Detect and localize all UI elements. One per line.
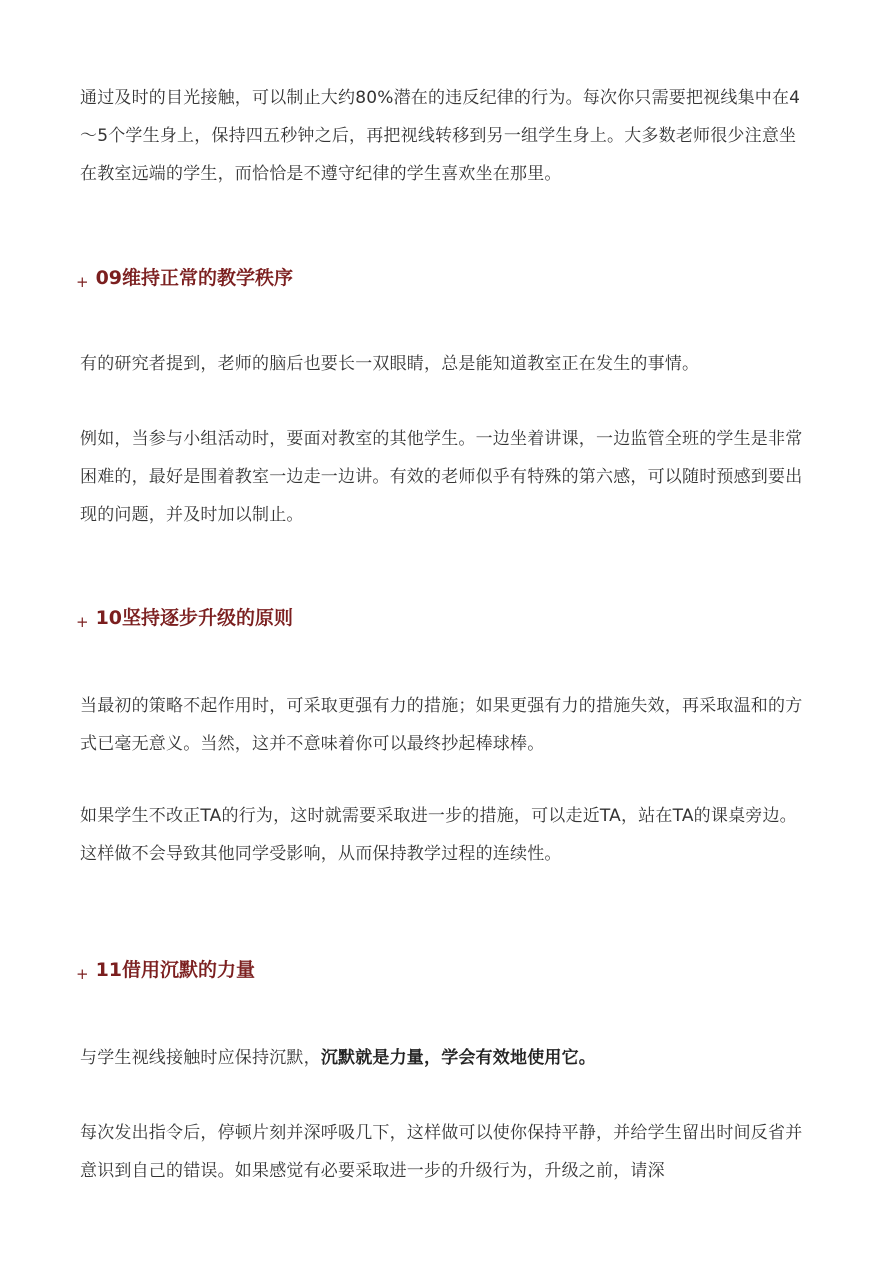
section-heading-10-text: 10坚持逐步升级的原则 [95,607,294,629]
paragraph-approach-student: 如果学生不改正TA的行为，这时就需要采取进一步的措施，可以走近TA，站在TA的课桌旁边。这样做不会导致其他同学受影响，从而保持教学过程的连续性。 [80,806,797,864]
paragraph-group-activity: 例如，当参与小组活动时，要面对教室的其他学生。一边坐着讲课，一边监管全班的学生是非常困难的，最好是围着教室一边走一边讲。有效的老师似乎有特殊的第六感，可以随时预感到要出现的问题，并及时加以制止。 [80,429,803,525]
paragraph-eyes-behind: 有的研究者提到，老师的脑后也要长一双眼睛，总是能知道教室正在发生的事情。 [80,354,700,374]
plus-icon: + [76,613,89,631]
section-heading-11-text: 11借用沉默的力量 [95,959,256,981]
section-heading-10 [76,603,293,637]
paragraph-eye-contact: 通过及时的目光接触，可以制止大约80%潜在的违反纪律的行为。每次你只需要把视线集中在4～5个学生身上，保持四五秒钟之后，再把视线转移到另一组学生身上。大多数老师很少注意坐在教室远端的学生，而恰恰是不遵守纪律的学生喜欢坐在那里。 [80,88,801,184]
plus-icon: + [76,965,89,983]
silence-plain-text: 与学生视线接触时应保持沉默， [80,1048,321,1068]
plus-icon: + [76,273,89,291]
paragraph-escalation: 当最初的策略不起作用时，可采取更强有力的措施；如果更强有力的措施失效，再采取温和的方式已毫无意义。当然，这并不意味着你可以最终抄起棒球棒。 [80,696,803,754]
section-heading-09-text: 09维持正常的教学秩序 [95,267,294,289]
paragraph-silence [80,1039,812,1077]
section-heading-09 [76,263,293,297]
section-heading-11 [76,955,255,989]
paragraph-pause-breathe: 每次发出指令后，停顿片刻并深呼吸几下，这样做可以使你保持平静，并给学生留出时间反省并意识到自己的错误。如果感觉有必要采取进一步的升级行为，升级之前，请深 [80,1123,803,1181]
silence-bold-text: 沉默就是力量，学会有效地使用它。 [320,1048,597,1068]
